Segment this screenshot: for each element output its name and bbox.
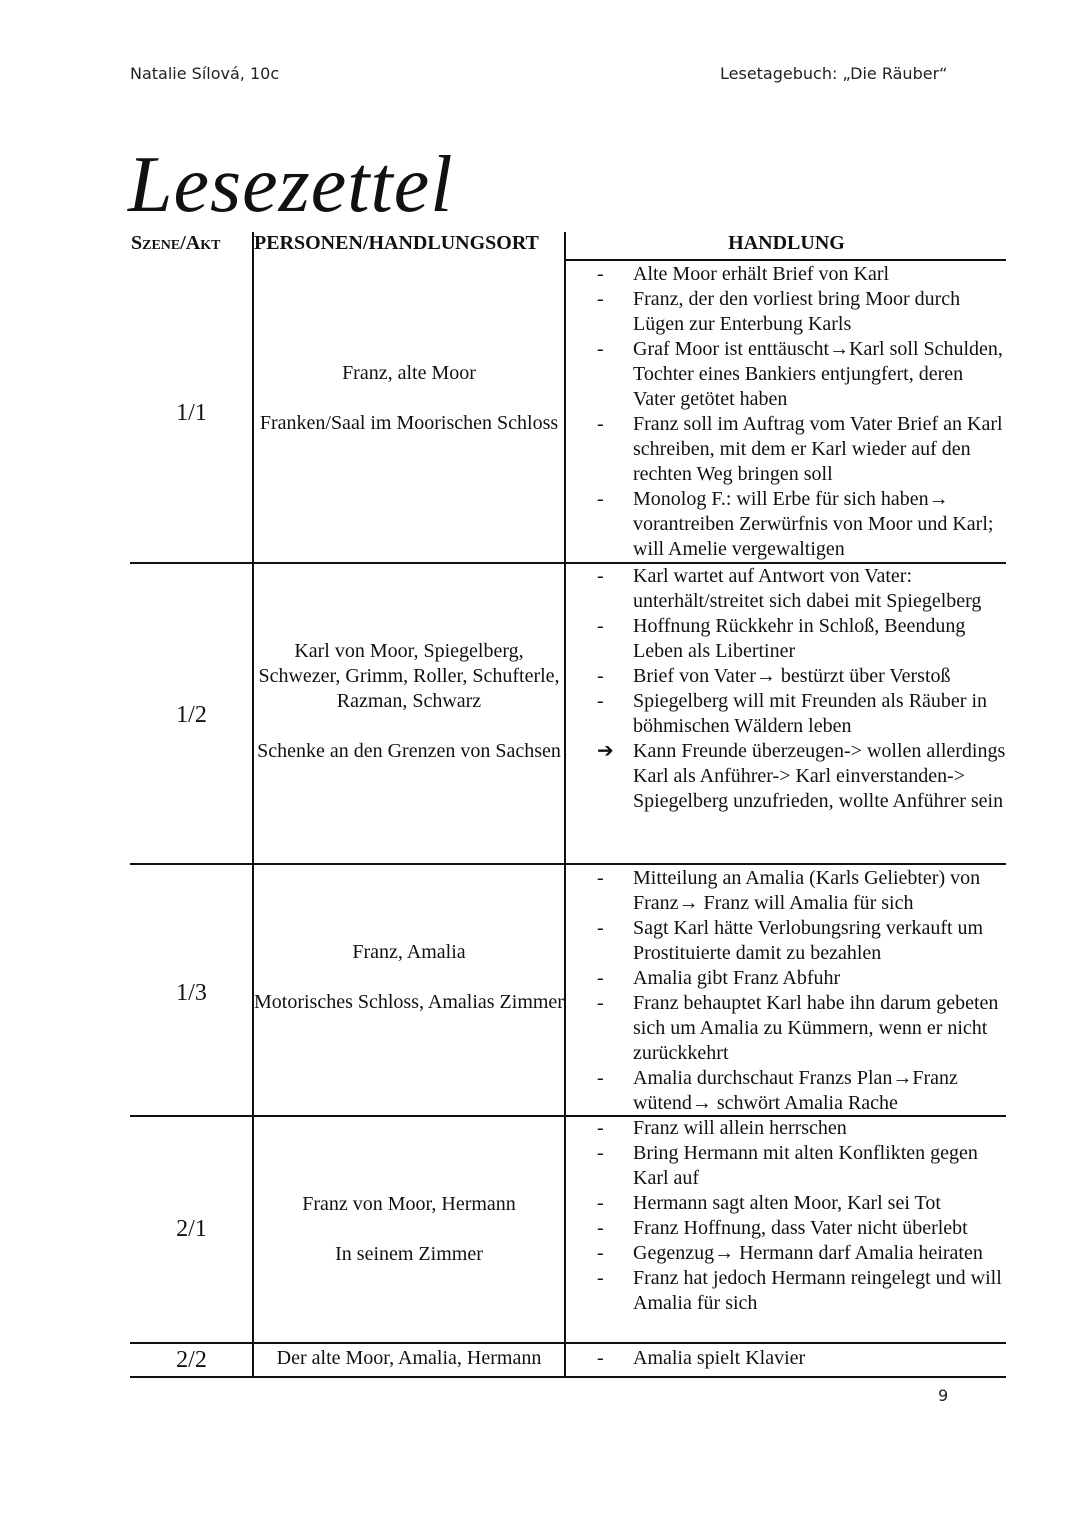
list-item: - Hermann sagt alten Moor, Karl sei Tot: [597, 1192, 941, 1214]
col-header-persons: PERSONEN/HANDLUNGSORT: [254, 232, 539, 254]
list-item: - Franz, der den vorliest bring Moor durch Lügen zur Enterbung Karls: [597, 288, 961, 335]
list-item: - Franz hat jedoch Hermann reingelegt und will Amalia für sich: [597, 1267, 1002, 1314]
scene-number: 1/3: [176, 980, 207, 1006]
list-item: - Franz Hoffnung, dass Vater nicht überlebt: [597, 1217, 968, 1239]
list-item: - Brief von Vater→ bestürzt über Verstoß: [597, 665, 951, 687]
events-list: [597, 1116, 1009, 1316]
list-item: - Franz will allein herrschen: [597, 1117, 847, 1139]
list-item: ➔ Kann Freunde überzeugen-> wollen allerdings Karl als Anführer-> Karl einverstanden-> Spiegelberg unzufrieden, wollte Anführer sein: [597, 740, 1006, 812]
persons-place-cell: [254, 940, 564, 1015]
list-item: - Mitteilung an Amalia (Karls Geliebter) von Franz→ Franz will Amalia für sich: [597, 867, 981, 914]
list-item: - Hoffnung Rückkehr in Schloß, Beendung Leben als Libertiner: [597, 615, 966, 662]
list-item: - Amalia spielt Klavier: [597, 1347, 806, 1369]
persons-place-cell: [254, 361, 564, 436]
list-item: - Amalia gibt Franz Abfuhr: [597, 967, 841, 989]
events-list: [597, 564, 1009, 814]
list-item: - Spiegelberg will mit Freunden als Räuber in böhmischen Wäldern leben: [597, 690, 988, 737]
list-item: - Franz behauptet Karl habe ihn darum gebeten sich um Amalia zu Kümmern, wenn er nicht zurückkehrt: [597, 992, 999, 1064]
document-subject: Lesetagebuch: „Die Räuber“: [720, 64, 948, 83]
list-item: - Graf Moor ist enttäuscht→Karl soll Schulden, Tochter eines Bankiers entjungfert, deren Vater getötet haben: [597, 338, 1003, 410]
list-item: - Amalia durchschaut Franzs Plan→Franz wütend→ schwört Amalia Rache: [597, 1067, 958, 1114]
place: Schenke an den Grenzen von Sachsen: [257, 740, 561, 762]
list-item: - Monolog F.: will Erbe für sich haben→ vorantreiben Zerwürfnis von Moor und Karl; will Amelie vergewaltigen: [597, 488, 994, 560]
place: In seinem Zimmer: [335, 1243, 483, 1265]
table-line-row4: [130, 1342, 1006, 1344]
place: Motorisches Schloss, Amalias Zimmer: [254, 991, 564, 1013]
scene-number: 1/2: [176, 702, 207, 728]
list-item: - Franz soll im Auftrag vom Vater Brief an Karl schreiben, mit dem er Karl wieder auf den rechten Weg bringen soll: [597, 413, 1003, 485]
col-header-scene: Szene/Akt: [131, 232, 221, 254]
col-header-events: HANDLUNG: [728, 232, 845, 254]
persons: Der alte Moor, Amalia, Hermann: [276, 1347, 542, 1369]
events-list: [597, 866, 1009, 1116]
persons: Franz von Moor, Hermann: [302, 1193, 516, 1215]
page-number: 9: [938, 1386, 949, 1405]
persons-place-cell: [254, 1346, 564, 1371]
persons-place-cell: [254, 1192, 564, 1267]
persons-place-cell: [254, 639, 564, 764]
list-item: - Alte Moor erhält Brief von Karl: [597, 263, 890, 285]
page-title: Lesezettel: [128, 141, 454, 229]
scene-number: 2/1: [176, 1216, 207, 1242]
author-class: Natalie Sílová, 10c: [130, 64, 280, 83]
table-divider-2: [564, 232, 566, 1378]
list-item: - Bring Hermann mit alten Konflikten gegen Karl auf: [597, 1142, 978, 1189]
list-item: - Gegenzug→ Hermann darf Amalia heiraten: [597, 1242, 983, 1264]
list-item: - Karl wartet auf Antwort von Vater: unterhält/streitet sich dabei mit Spiegelberg: [597, 565, 982, 612]
list-item: - Sagt Karl hätte Verlobungsring verkauft um Prostituierte damit zu bezahlen: [597, 917, 984, 964]
events-list: [597, 1346, 1009, 1371]
table-line-top: [565, 259, 1006, 261]
table-line-row2: [130, 863, 1006, 865]
persons: Franz, alte Moor: [342, 362, 476, 384]
scene-number: 2/2: [176, 1347, 207, 1373]
events-list: [597, 262, 1009, 562]
place: Franken/Saal im Moorischen Schloss: [259, 412, 559, 434]
table-line-bottom: [130, 1376, 1006, 1378]
persons: Karl von Moor, Spiegelberg, Schwezer, Grimm, Roller, Schufterle, Razman, Schwarz: [258, 640, 560, 712]
scene-number: 1/1: [176, 400, 207, 426]
persons: Franz, Amalia: [352, 941, 466, 963]
